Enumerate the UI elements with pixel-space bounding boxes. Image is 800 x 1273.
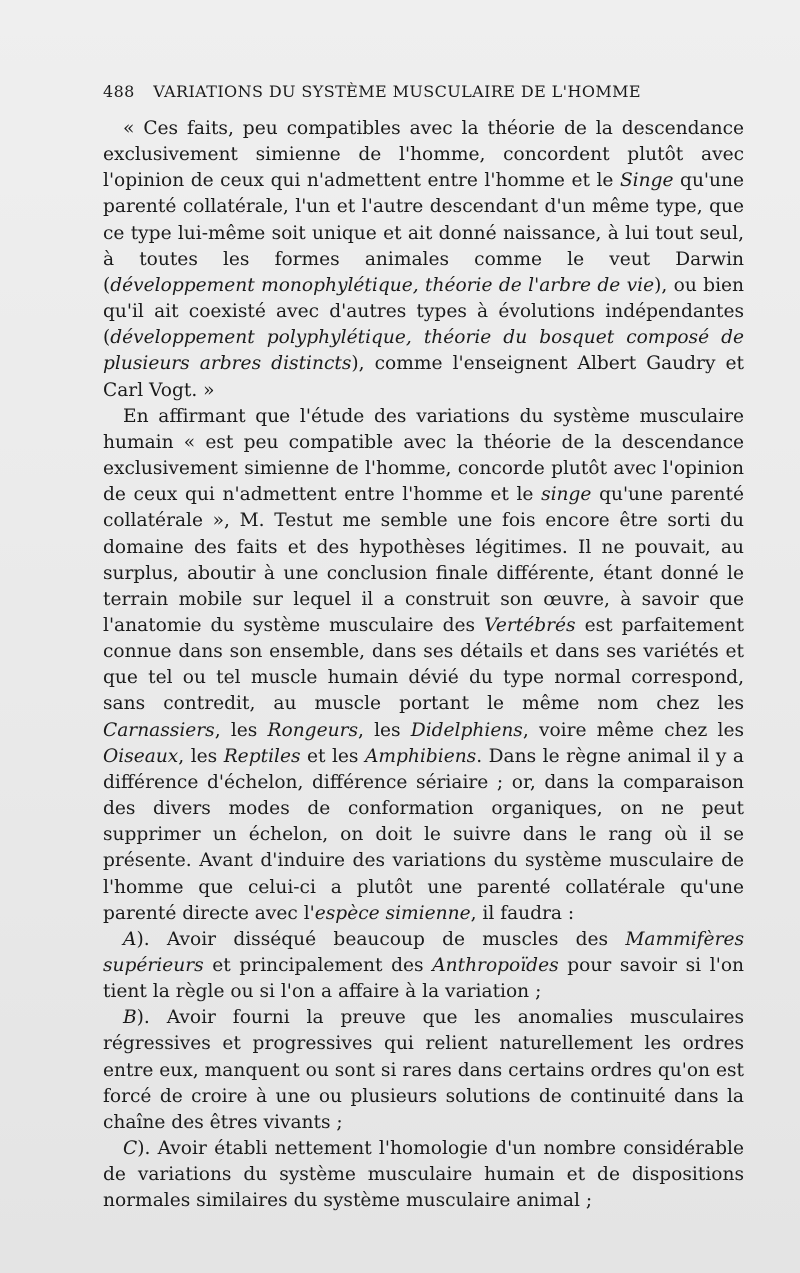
text-segment: qu'une parenté collatérale », M. Testut me semble une fois encore être sorti du domaine des faits et des hypothèses légitimes. Il ne pouvait, au surplus, aboutir à une conclusion finale différente, étant donné le terrain mobile sur lequel il a construit son œuvre, à savoir que l'anatomie du système musculaire des (103, 484, 744, 636)
italic-text-segment: Anthropoïdes (432, 955, 559, 976)
body-text (103, 116, 744, 1215)
italic-text-segment: Didelphiens (410, 719, 523, 741)
italic-text-segment: singe (541, 484, 592, 506)
text-segment: ), ou bien qu'il ait coexisté avec d'autres types à évolutions indépendantes ( (103, 274, 745, 349)
condition-a-paragraph (103, 927, 744, 1005)
text-segment: et principalement des (203, 955, 433, 976)
condition-b-paragraph (103, 1005, 744, 1136)
italic-text-segment: développement polyphylétique, théorie du bosquet composé de plusieurs arbres distincts (103, 327, 744, 375)
text-segment: , les (358, 719, 411, 741)
italic-text-segment: Singe (619, 170, 674, 192)
text-segment: « Ces faits, peu compatibles avec la théorie de la descendance exclusivement simienne de l'homme, concordent plutôt avec l'opinion de ceux qui n'admettent entre l'homme et le (103, 118, 744, 192)
text-segment: . Dans le règne animal il y a différence d'échelon, différence sériaire ; or, dans la comparaison des divers modes de conformation organiques, on ne peut supprimer un échelon, on doit le suivre dans le rang où il se présente. Avant d'induire des variations du système musculaire de l'homme que celui-ci a plutôt une parenté collatérale qu'une parenté directe avec l' (103, 745, 744, 924)
italic-text-segment: Carnassiers (103, 719, 215, 741)
page-header (103, 82, 641, 104)
text-segment: ). Avoir fourni la preuve que les anomalies musculaires régressives et progressives qui relient naturellement les ordres entre eux, manquent ou sont si rares dans certains ordres qu'on est forcé de croire à une ou plusieurs solutions de continuité dans la chaîne des êtres vivants ; (103, 1007, 744, 1133)
italic-text-segment: Reptiles (223, 745, 301, 767)
italic-text-segment: Mammifères supérieurs (103, 928, 744, 976)
condition-c-paragraph (103, 1136, 744, 1214)
text-segment: est parfaitement connue dans son ensemble, dans ses détails et dans ses variétés et que tel ou tel muscle humain dévié du type normal correspond, sans contredit, au muscle portant le même nom chez les (103, 614, 744, 715)
text-segment: , les (178, 745, 224, 767)
italic-text-segment: Rongeurs (267, 719, 358, 741)
italic-text-segment: Oiseaux (103, 745, 179, 767)
text-segment: ). Avoir disséqué beaucoup de muscles des (136, 928, 626, 950)
italic-text-segment: Amphibiens (364, 745, 477, 767)
italic-text-segment: espèce simienne (314, 902, 471, 924)
argument-paragraph (103, 404, 744, 927)
page-number: 488 (103, 82, 135, 101)
text-segment: , les (214, 719, 268, 741)
text-segment: qu'une parenté collatérale, l'un et l'autre descendant d'un même type, que ce type lui-même soit unique et ait donné naissance, à lui tout seul, à toutes les formes animales comme le veut Darwin ( (103, 170, 744, 296)
quote-paragraph (103, 116, 744, 404)
italic-text-segment: Vertébrés (484, 614, 576, 636)
running-title: VARIATIONS DU SYSTÈME MUSCULAIRE DE L'HOMME (153, 82, 641, 101)
italic-text-segment: B (123, 1007, 137, 1029)
italic-text-segment: A (123, 928, 137, 950)
text-segment: et les (300, 745, 365, 767)
text-segment: En affirmant que l'étude des variations du système musculaire humain « est peu compatible avec la théorie de la descendance exclusivement simienne de l'homme, concorde plutôt avec l'opinion de ceux qui n'admettent entre l'homme et le (103, 405, 744, 506)
text-segment: pour savoir si l'on tient la règle ou si l'on a affaire à la variation ; (103, 955, 744, 1003)
text-segment: ). Avoir établi nettement l'homologie d'un nombre considérable de variations du système musculaire humain et de dispositions normales similaires du système musculaire animal ; (103, 1138, 744, 1212)
italic-text-segment: C (123, 1138, 138, 1160)
text-segment: ), comme l'enseignent Albert Gaudry et Carl Vogt. » (103, 353, 744, 401)
text-segment: , voire même chez les (522, 719, 744, 741)
text-segment: , il faudra : (470, 902, 575, 924)
italic-text-segment: développement monophylétique, théorie de l'arbre de vie (110, 274, 655, 296)
